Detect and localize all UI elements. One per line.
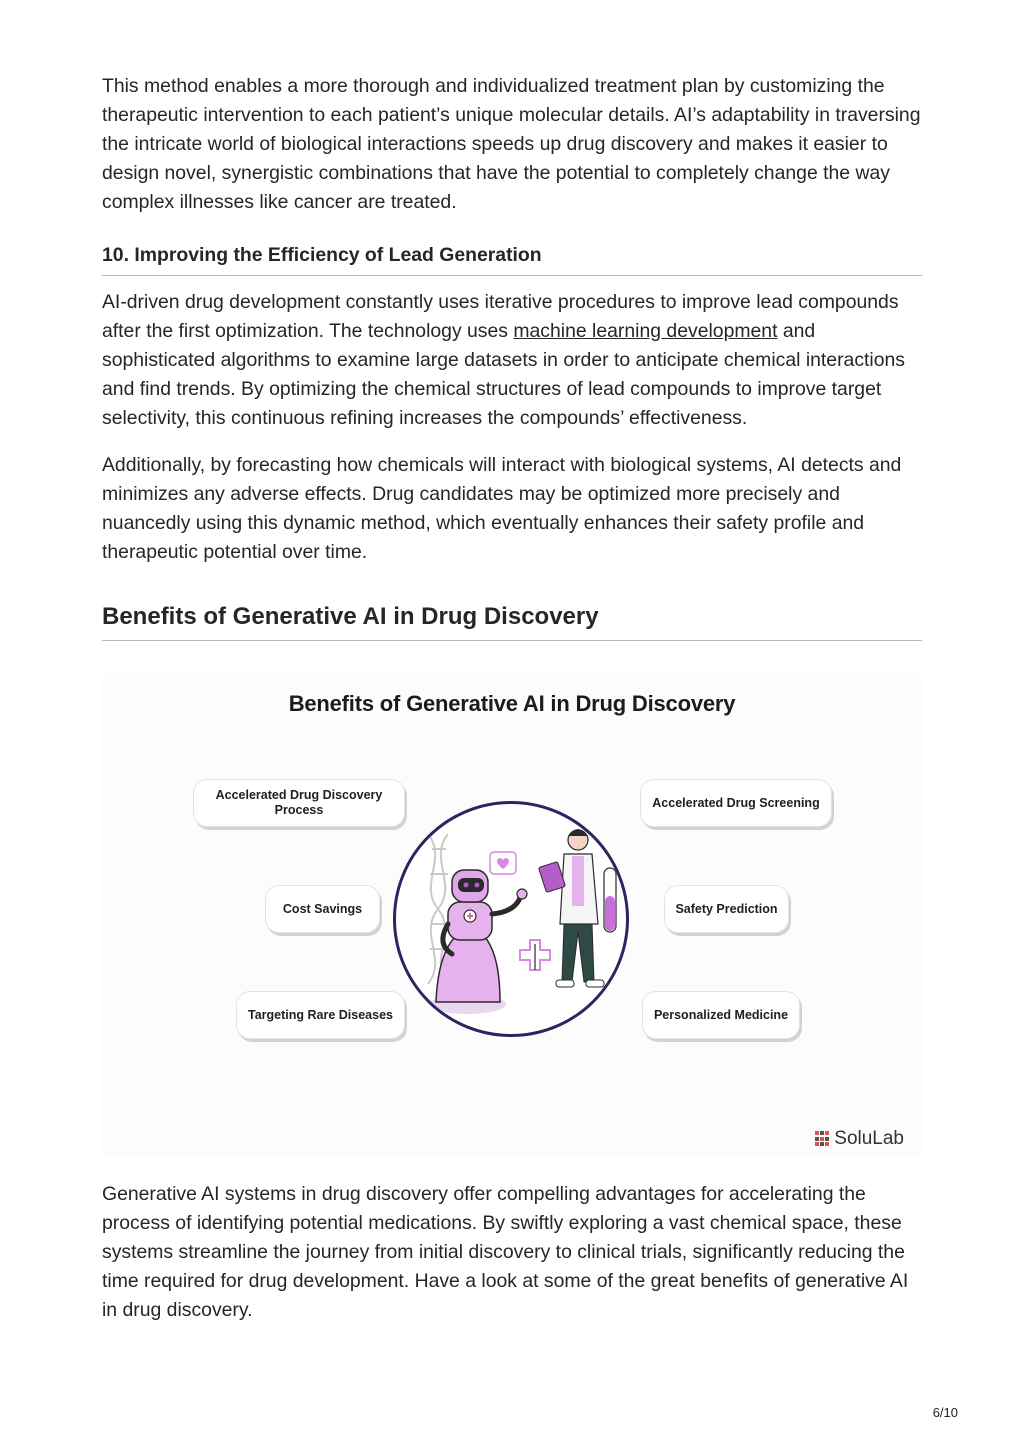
benefit-pill-rare-diseases: Targeting Rare Diseases: [236, 991, 405, 1039]
robot-scientist-illustration: [396, 804, 626, 1034]
heart-chat-bubble-icon: [490, 852, 516, 874]
benefits-heading: Benefits of Generative AI in Drug Discovery: [102, 600, 922, 641]
section-10-paragraph-1: [102, 288, 922, 433]
section-10-heading: 10. Improving the Efficiency of Lead Generation: [102, 242, 922, 276]
solulab-logo: [815, 1128, 904, 1150]
benefits-paragraph: Generative AI systems in drug discovery offer compelling advantages for accelerating the process of identifying potential medications. By swiftly exploring a vast chemical space, these systems streamline the journey from initial discovery to clinical trials, significantly reducing the time required for drug development. Have a look at some of the great benefits of generative AI in drug discovery.: [102, 1183, 909, 1321]
machine-learning-development-link[interactable]: machine learning development: [513, 320, 778, 342]
benefits-infographic: [102, 673, 922, 1158]
benefit-pill-accelerated-screening: Accelerated Drug Screening: [640, 779, 832, 827]
p1-text-before: AI-driven drug development constantly uses iterative procedures to improve lead compounds after the first optimization. The technology uses: [102, 291, 899, 342]
illustration-circle: [393, 801, 629, 1037]
document-page: [102, 72, 922, 1325]
page-number: 6/10: [932, 1405, 958, 1420]
solulab-logo-icon: [815, 1131, 829, 1147]
intro-paragraph: This method enables a more thorough and individualized treatment plan by customizing the therapeutic intervention to each patient’s unique molecular details. AI’s adaptability in traversing the intricate world of biological interactions speeds up drug discovery and makes it easier to design novel, synergistic combinations that have the potential to completely change the way complex illnesses like cancer are treated.: [102, 75, 921, 213]
logo-text: SoluLab: [834, 1128, 904, 1149]
section-10-paragraph-2: Additionally, by forecasting how chemicals will interact with biological systems, AI detects and minimizes any adverse effects. Drug candidates may be optimized more precisely and nuancedly using this dynamic method, which eventually enhances their safety profile and therapeutic potential over time.: [102, 454, 902, 563]
p1-text-after: and sophisticated algorithms to examine large datasets in order to anticipate chemical interactions and find trends. By optimizing the chemical structures of lead compounds to improve target selectivity, this continuous refining increases the compounds’ effectiveness.: [102, 320, 905, 429]
infographic-title: Benefits of Generative AI in Drug Discovery: [288, 691, 736, 716]
scientist-icon: [538, 829, 604, 987]
benefit-pill-safety-prediction: Safety Prediction: [664, 885, 789, 933]
benefit-pill-cost-savings: Cost Savings: [265, 885, 380, 933]
medical-star-icon: [520, 940, 550, 970]
test-tube-icon: [604, 868, 616, 932]
benefit-pill-personalized-medicine: Personalized Medicine: [642, 991, 800, 1039]
benefit-pill-accelerated-discovery: Accelerated Drug Discovery Process: [193, 779, 405, 827]
